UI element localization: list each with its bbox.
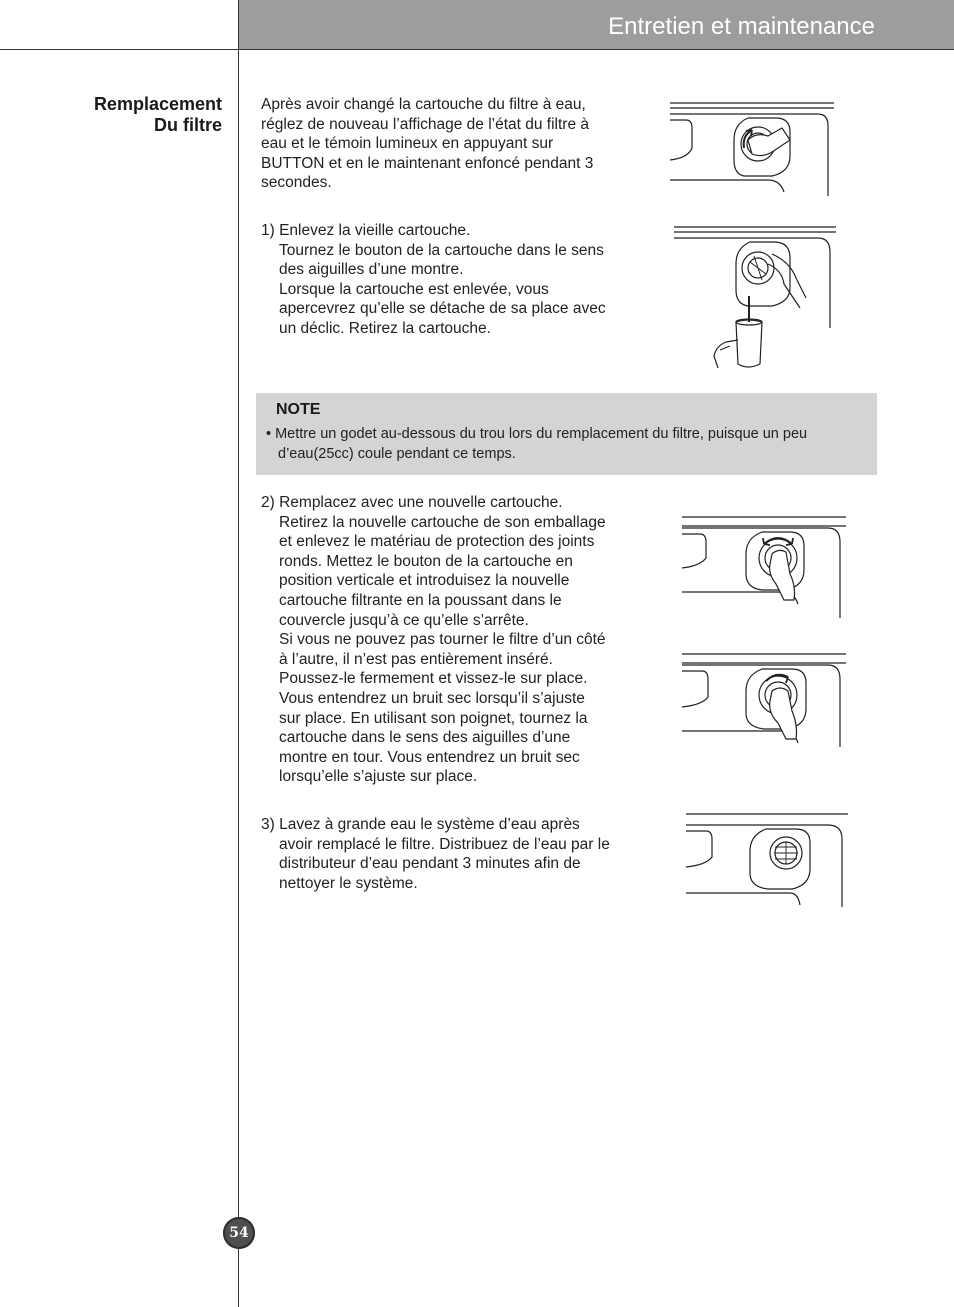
step2-line: Retirez la nouvelle cartouche de son emballage <box>279 513 606 531</box>
remove-cartridge-illustration <box>672 224 838 374</box>
step2-line: montre en tour. Vous entendrez un bruit sec <box>279 748 580 766</box>
step3-paragraph <box>261 815 610 893</box>
step2-line: 2) Remplacez avec une nouvelle cartouche. <box>261 494 563 511</box>
step1-line: Lorsque la cartouche est enlevée, vous <box>279 280 549 298</box>
intro-line: réglez de nouveau l’affichage de l’état du filtre à <box>261 115 590 133</box>
step2-line: à l’autre, il n’est pas entièrement inséré. <box>279 650 553 668</box>
step2-line: Si vous ne pouvez pas tourner le filtre d’un côté <box>279 631 606 649</box>
step2-line: Poussez-le fermement et vissez-le sur place. <box>279 670 588 688</box>
turn-cartridge-illustration <box>680 651 846 749</box>
step2-line: cartouche filtrante en la poussant dans le <box>279 591 562 609</box>
step1-line: un déclic. Retirez la cartouche. <box>279 319 491 337</box>
step2-line: cartouche dans le sens des aiguilles d’une <box>279 729 571 747</box>
step1-line: 1) Enlevez la vieille cartouche. <box>261 222 471 239</box>
installed-cartridge-illustration <box>684 811 850 909</box>
filter-reset-illustration <box>668 100 838 198</box>
step2-line: et enlevez le matériau de protection des joints <box>279 533 595 551</box>
step1-paragraph <box>261 221 606 339</box>
intro-paragraph <box>261 95 593 193</box>
step1-line: apercevrez qu’elle se détache de sa place avec <box>279 300 606 318</box>
section-title <box>22 94 222 136</box>
step3-line: avoir remplacé le filtre. Distribuez de l’eau par le <box>279 835 610 853</box>
step1-line: des aiguilles d’une montre. <box>279 261 464 279</box>
note-line: d’eau(25cc) coule pendant ce temps. <box>278 446 516 462</box>
step2-line: position verticale et introduisez la nouvelle <box>279 572 570 590</box>
intro-line: Après avoir changé la cartouche du filtre à eau, <box>261 96 586 113</box>
section-title-line1: Remplacement <box>93 94 222 114</box>
step3-line: distributeur d’eau pendant 3 minutes afin de <box>279 855 581 873</box>
step2-line: sur place. En utilisant son poignet, tournez la <box>279 709 588 727</box>
intro-line: secondes. <box>261 174 332 192</box>
step1-line: Tournez le bouton de la cartouche dans le sens <box>279 241 604 259</box>
step2-line: couvercle jusqu’à ce qu’elle s’arrête. <box>279 611 529 629</box>
header-rule <box>0 49 954 50</box>
section-title-line2: Du filtre <box>153 115 222 135</box>
page-header-title: Entretien et maintenance <box>608 13 875 40</box>
note-line: • Mettre un godet au-dessous du trou lors du remplacement du filtre, puisque un peu <box>266 426 808 442</box>
step2-line: ronds. Mettez le bouton de la cartouche en <box>279 552 573 570</box>
note-title: NOTE <box>276 401 321 418</box>
note-body <box>266 424 807 464</box>
step2-line: lorsqu’elle s’ajuste sur place. <box>279 768 478 786</box>
step2-line: Vous entendrez un bruit sec lorsqu’il s’ajuste <box>279 689 585 707</box>
intro-line: BUTTON et en le maintenant enfoncé pendant 3 <box>261 154 594 172</box>
page-number-badge: 54 <box>223 1217 255 1249</box>
header-band <box>238 0 954 50</box>
note-box <box>256 393 877 475</box>
step3-line: nettoyer le système. <box>279 874 418 892</box>
step2-paragraph <box>261 493 606 787</box>
intro-line: eau et le témoin lumineux en appuyant sur <box>261 135 554 153</box>
insert-cartridge-illustration <box>680 514 846 622</box>
step3-line: 3) Lavez à grande eau le système d’eau après <box>261 816 580 833</box>
left-margin-rule <box>238 0 239 1307</box>
